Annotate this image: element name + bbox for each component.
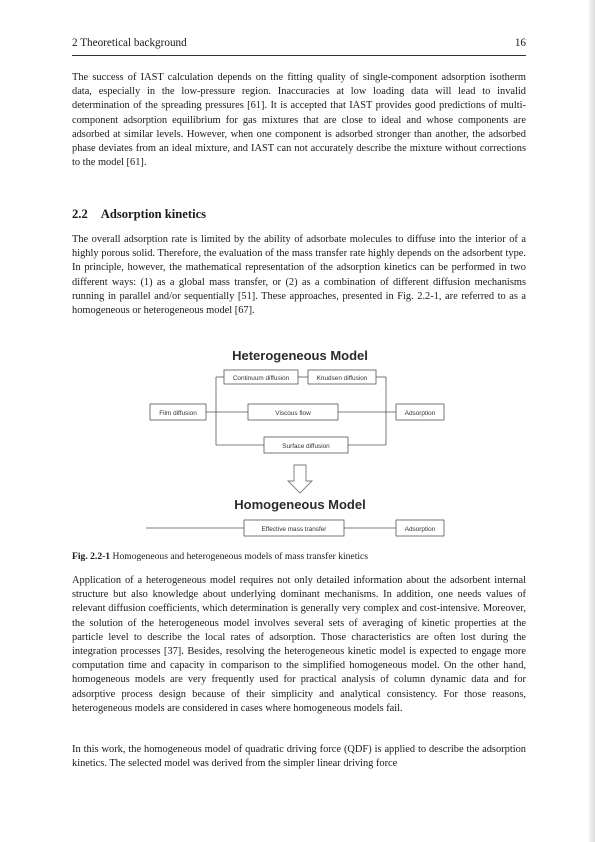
running-header bbox=[72, 37, 526, 49]
mass-transfer-models-figure bbox=[140, 340, 460, 545]
surface-diffusion-label: Surface diffusion bbox=[282, 443, 330, 450]
figure-caption-label: Fig. 2.2-1 bbox=[72, 551, 111, 562]
header-rule bbox=[72, 55, 526, 56]
page-edge-shadow bbox=[589, 0, 595, 842]
adsorption-top-label: Adsorption bbox=[404, 410, 436, 417]
paragraph-kinetics-intro: The overall adsorption rate is limited by the ability of adsorbate molecules to diffuse into the interior of a highly porous solid. Therefore, the evaluation of the mass transfer rate highly depends on the adsorbent type. In principle, however, the mathematical representation of the adsorption kinetics can be performed in two different ways: (1) as a global mass transfer, or (2) as a combination of different diffusion mechanisms running in parallel and/or sequentially [51]. These approaches, presented in Fig. 2.2-1, are referred to as a homogeneous or heterogeneous model [67]. bbox=[72, 234, 526, 317]
heterogeneous-model-title: Heterogeneous Model bbox=[232, 348, 368, 363]
page-number: 16 bbox=[514, 37, 526, 49]
figure-caption-text: Homogeneous and heterogeneous models of mass transfer kinetics bbox=[112, 551, 369, 562]
down-arrow-icon bbox=[288, 465, 312, 493]
knudsen-diffusion-label: Knudsen diffusion bbox=[316, 375, 368, 382]
section-number: 2.2 bbox=[72, 207, 88, 221]
effective-mass-transfer-label: Effective mass transfer bbox=[261, 526, 327, 533]
section-heading bbox=[72, 207, 206, 222]
paragraph-qdf-model: In this work, the homogeneous model of quadratic driving force (QDF) is applied to describe the adsorption kinetics. The selected model was derived from the simpler linear driving force bbox=[72, 744, 526, 770]
figure-caption bbox=[72, 551, 368, 562]
paragraph-heterogeneous-application: Application of a heterogeneous model requires not only detailed information about the adsorbent internal structure but also knowledge about underlying dominant mechanisms. In addition, one needs values of relevant diffusion coefficients, which determination is generally very complex and cost-intensive. Moreover, the solution of the heterogeneous model involves several sets of averaging of kinetic properties at the particle level to describe the local rates of adsorption. Those characteristics are often lost during the integration processes [37]. Besides, resolving the heterogeneous kinetic model is expected to engage more computation time and capacity in comparison to the simplified homogeneous model. On the other hand, homogeneous models are very frequently used for practical analysis of column dynamic data and for adsorptive process design because of their simplicity and analytical consistency. For those reasons, heterogeneous models are considered in cases where homogeneous models fail. bbox=[72, 575, 526, 714]
adsorption-bottom-label: Adsorption bbox=[404, 526, 436, 533]
film-diffusion-label: Film diffusion bbox=[159, 410, 197, 417]
viscous-flow-label: Viscous flow bbox=[275, 410, 311, 417]
chapter-title: 2 Theoretical background bbox=[72, 37, 187, 49]
section-title: Adsorption kinetics bbox=[100, 207, 207, 221]
continuum-diffusion-label: Continuum diffusion bbox=[232, 375, 290, 382]
homogeneous-model-title: Homogeneous Model bbox=[234, 497, 366, 512]
paragraph-iast: The success of IAST calculation depends on the fitting quality of single-component adsorption isotherm data, especially in the low-pressure region. Inaccuracies at low loading data will lead to invalid determination of the spreading pressures [61]. It is accepted that IAST provides good predictions of multi-component adsorption equilibrium for gas mixtures that are close to ideal and whose components are adsorbed at similar levels. However, when one component is adsorbed stronger than another, the adsorbed phase deviates from an ideal mixture, and IAST can not accurately describe the mixture without corrections to the model [61]. bbox=[72, 72, 526, 169]
